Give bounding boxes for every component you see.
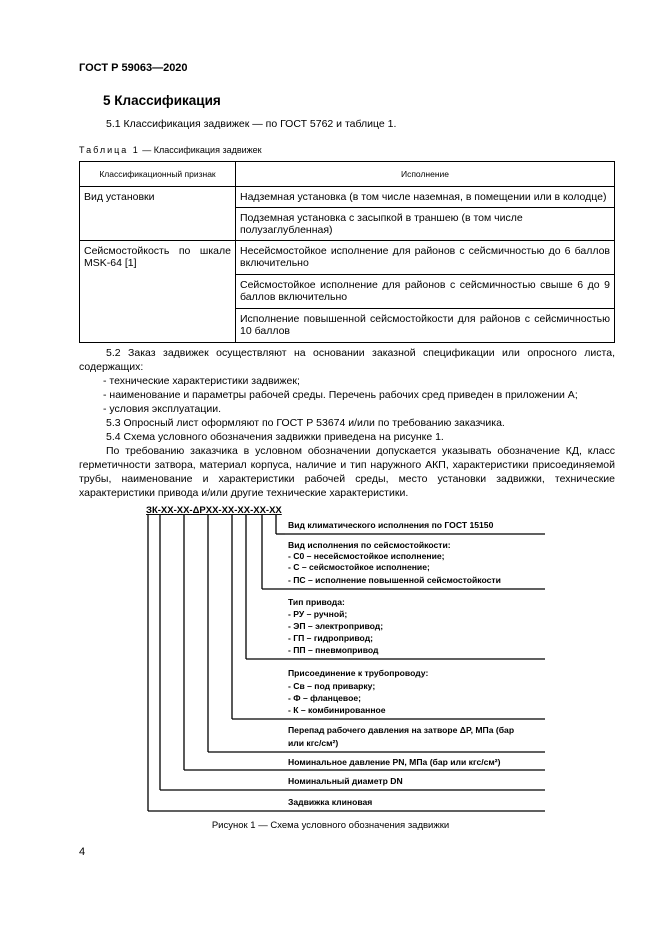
table-caption-rest: — Классификация задвижек bbox=[139, 145, 262, 155]
label-drive-item: - ГП – гидропривод; bbox=[288, 633, 374, 643]
label-drive-title: Тип привода: bbox=[288, 597, 345, 607]
list-item: - наименование и параметры рабочей среды. Перечень рабочих сред приведен в приложении А; bbox=[103, 389, 578, 401]
label-dp-line1: Перепад рабочего давления на затворе ΔP, МПа (бар bbox=[288, 725, 515, 735]
label-seismic-title: Вид исполнения по сейсмостойкости: bbox=[288, 540, 451, 550]
label-drive-item: - РУ – ручной; bbox=[288, 609, 348, 619]
label-drive-item: - ПП – пневмопривод bbox=[288, 645, 379, 655]
table-cell-design: Надземная установка (в том числе наземная, в помещении или в колодце) bbox=[236, 187, 615, 208]
label-conn-item: - К – комбинированное bbox=[288, 705, 386, 715]
section-title: 5 Классификация bbox=[103, 93, 221, 108]
table-cell-feature: Вид установки bbox=[80, 187, 236, 241]
paragraph-5-2: 5.2 Заказ задвижек осуществляют на основании заказной спецификации или опросного листа, содержащих: bbox=[79, 347, 615, 373]
label-seismic-item: - ПС – исполнение повышенной сейсмостойкости bbox=[288, 575, 501, 585]
figure-caption: Рисунок 1 — Схема условного обозначения задвижки bbox=[211, 820, 450, 831]
table-cell-design: Исполнение повышенной сейсмостойкости для районов с сейсмичностью 10 баллов bbox=[236, 309, 615, 343]
label-seismic-item: - С0 – несейсмостойкое исполнение; bbox=[288, 551, 445, 561]
paragraph-5-4: 5.4 Схема условного обозначения задвижки приведена на рисунке 1. bbox=[106, 431, 444, 443]
table-cell-design: Несейсмостойкое исполнение для районов с сейсмичностью до 6 баллов включительно bbox=[236, 241, 615, 275]
table-cell-design: Сейсмостойкое исполнение для районов с сейсмичностью свыше 6 до 9 баллов включительно bbox=[236, 275, 615, 309]
label-climate: Вид климатического исполнения по ГОСТ 15150 bbox=[288, 520, 494, 530]
table-cell-design: Подземная установка с засыпкой в траншею (в том числе полузаглубленная) bbox=[236, 208, 615, 241]
doc-header-code: ГОСТ Р 59063—2020 bbox=[79, 62, 188, 74]
label-conn-item: - Ф – фланцевое; bbox=[288, 693, 361, 703]
list-item: - условия эксплуатации. bbox=[103, 403, 221, 415]
label-dn: Номинальный диаметр DN bbox=[288, 776, 403, 786]
label-pn: Номинальное давление PN, МПа (бар или кгс/см²) bbox=[288, 757, 501, 767]
table-caption-prefix: Таблица 1 bbox=[79, 145, 140, 155]
page-number: 4 bbox=[79, 846, 86, 858]
label-dp-line2: или кгс/см²) bbox=[288, 738, 339, 748]
table-header-feature: Классификационный признак bbox=[80, 162, 236, 187]
label-drive-item: - ЭП – электропривод; bbox=[288, 621, 384, 631]
paragraph-extra: По требованию заказчика в условном обозначении допускается указывать обозначение КД, класс герметичности затвора, материал корпуса, наличие и тип наружного АКП, характеристики присоединяемой трубы, наименование и характеристики рабочей среды, место установки задвижки, технические характеристики привода и/или другие технические характеристики. bbox=[79, 445, 615, 499]
table-cell-feature: Сейсмостойкость по шкале MSK-64 [1] bbox=[80, 241, 236, 343]
paragraph-5-3: 5.3 Опросный лист оформляют по ГОСТ Р 53674 и/или по требованию заказчика. bbox=[106, 417, 505, 429]
label-conn-title: Присоединение к трубопроводу: bbox=[288, 668, 429, 678]
paragraph-5-1: 5.1 Классификация задвижек — по ГОСТ 5762 и таблице 1. bbox=[106, 118, 397, 130]
table-header-design: Исполнение bbox=[236, 162, 615, 187]
label-valve: Задвижка клиновая bbox=[288, 797, 373, 807]
label-seismic-item: - С – сейсмостойкое исполнение; bbox=[288, 562, 430, 572]
list-item: - технические характеристики задвижек; bbox=[103, 375, 300, 387]
label-conn-item: - Св – под приварку; bbox=[288, 681, 376, 691]
designation-code: ЗК-XX-XX-ΔPXX-XX-XX-XX-XX bbox=[146, 505, 282, 516]
